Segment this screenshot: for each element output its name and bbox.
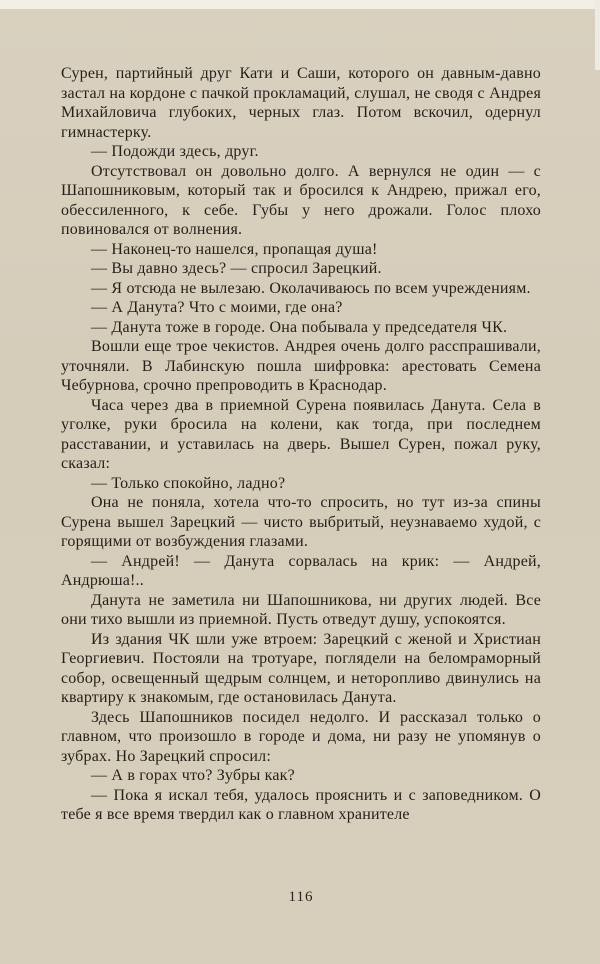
paragraph: Из здания ЧК шли уже втроем: Зарецкий с женой и Христиан Георгиевич. Постояли на тротуаре, поглядели на беломраморный собор, освещенный щедрым солнцем, и неторопливо двинулись на квартиру к знакомым, где остановилась Данута. [61,630,541,706]
paragraph: Отсутствовал он довольно долго. А вернулся не один — с Шапошниковым, который так и бросился к Андрею, прижал его, обессиленного, к себе. Губы у него дрожали. Голос плохо повиновался от волнения. [61,162,541,238]
scan-top-edge [0,0,600,9]
paragraph: Данута не заметила ни Шапошникова, ни других людей. Все они тихо вышли из приемной. Пусть отведут душу, успокоятся. [61,591,541,628]
paragraph: Здесь Шапошников посидел недолго. И рассказал только о главном, что произошло в городе и дома, ни разу не упомянув о зубрах. Но Зарецкий спросил: [61,708,541,765]
paragraph: Она не поняла, хотела что-то спросить, но тут из-за спины Сурена вышел Зарецкий — чисто выбритый, неузнаваемо худой, с горящими от возбуждения глазами. [61,494,541,550]
paragraph: — Пока я искал тебя, удалось прояснить и с заповедником. О тебе я все время твердил как о главном хранителе [61,786,541,823]
paragraph: — Я отсюда не вылезаю. Околачиваюсь по всем учреждениям. [91,279,531,297]
text-column [61,64,541,825]
paragraph: — Андрей! — Данута сорвалась на крик: — Андрей, Андрюша!.. [61,552,541,589]
page-number: 116 [288,889,314,905]
paragraph: Вошли еще трое чекистов. Андрея очень долго расспрашивали, уточняли. В Лабинскую пошла шифровка: арестовать Семена Чебурнова, срочно препроводить в Краснодар. [61,338,541,394]
paragraph: — Данута тоже в городе. Она побывала у председателя ЧК. [91,318,508,336]
paragraph: — А Данута? Что с моими, где она? [91,299,343,316]
paragraph: — Наконец-то нашелся, пропащая душа! [91,240,378,258]
paragraph: — Только спокойно, ладно? [91,474,286,492]
paragraph: Часа через два в приемной Сурена появилась Данута. Села в уголке, руки бросила на колени, как тогда, при последнем расставании, и уставилась на дверь. Вышел Сурен, пожал руку, сказал: [61,396,541,472]
paragraph: Сурен, партийный друг Кати и Саши, которого он давным-давно застал на кордоне с пачкой прокламаций, слушал, не сводя с Андрея Михайловича глубоких, черных глаз. Потом вскочил, одернул гимнастерку. [61,65,541,141]
paragraph: — Вы давно здесь? — спросил Зарецкий. [91,260,382,277]
paragraph: — Подожди здесь, друг. [91,143,259,160]
scan-right-edge [595,0,600,70]
paragraph: — А в горах что? Зубры как? [91,767,295,784]
